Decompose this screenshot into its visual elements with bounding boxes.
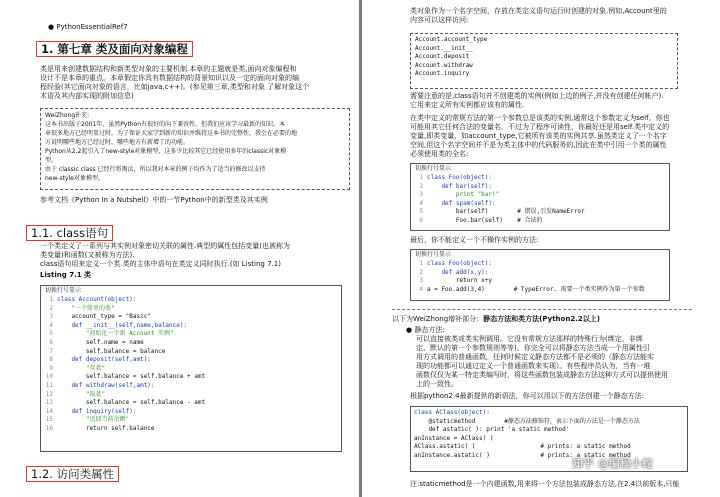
code-line: 2 "一个简单的类" (49, 304, 115, 312)
code-line: 1 class Account(object): (49, 296, 137, 303)
code-line: 6 Foo.bar(self) # 合法的 (419, 216, 543, 224)
code-line: 9 "存款" (49, 364, 106, 372)
foo-bar-code-block (410, 163, 670, 231)
namespace-intro: 类对象作为一个名字空间，存放在类定义语句运行时创建的对象.例如,Account里的 内容可以这样访问: (410, 7, 667, 24)
code-line: anInstance.astatic( ) # prints: a static method (414, 451, 631, 459)
code-line: 7 self.balance = balance (49, 347, 166, 355)
line-number-toggle[interactable]: 切换行号显示 (45, 287, 82, 294)
code-line: anInstance = AClass( ) (414, 434, 494, 442)
code-line: 2 def bar(self): (419, 182, 493, 190)
line-number-toggle[interactable]: 切换行号显示 (415, 251, 452, 258)
code-line: 3 print "bar!" (419, 191, 500, 199)
paragraph-instances: 需要注意的是,class语句并不创建类的实例(例如上边的例子,并没有创建任何帐户). 它用来定义所有实例都应该有的属性. (410, 92, 664, 109)
weizhong-supplement-heading: 以下为WeiZhong增补部分：静态方法和类方法(Python2.2以上) (392, 315, 600, 323)
code-line: 6 self.name = name (49, 338, 144, 346)
code-line: 1 class Foo(object): (419, 260, 493, 267)
code-line: AClass.astatic( ) # prints: a static method (414, 443, 631, 451)
code-lines (413, 174, 585, 226)
python24-note: 根据python2.4最新提供的新语法，你可以用以下的方法创建一个静态方法: (410, 392, 644, 400)
code-line: 15 "返回当前余额" (45, 416, 130, 424)
code-line: 4 def __init__(self,name,balance): (49, 321, 188, 329)
code-line: 2 def add(x,y): (419, 268, 489, 276)
section-1-2-heading: 1.2. 访问类属性 (26, 466, 119, 482)
foo-add-code-block (410, 249, 670, 301)
code-line: 16 return self.balance (45, 424, 155, 432)
code-line: 3 return x+y (419, 277, 493, 285)
paragraph-no-instance: 最后，你不能定义一个不操作实例的方法: (410, 236, 539, 244)
listing-label: Listing 7.1 类 (40, 271, 92, 279)
left-page (0, 0, 359, 497)
code-line: 4 a = Foo.add(3,4) # TypeError. 需要一个类实例作为第一个参数 (419, 285, 645, 293)
section-1-1-text: 一个类定义了一系列与其实例对象密切关联的属性.典型的属性包括变量(也被称为 类变量)和函数(又被称为方法). class语句用来定义一个类.类的主体中语句在类定义同时执行.(如 Listing 7.1) (40, 242, 290, 268)
staticmethod-footnote: 注:staticmethod是一个内建函数,用来将一个方法包装成静态方法,在2.4以前版本,只能 (410, 480, 680, 488)
code-line: 14 def inquiry(self): (45, 407, 137, 415)
code-line: 8 def deposit(self,amt): (49, 356, 151, 364)
code-line: class AClass(object): (414, 409, 490, 416)
chapter-heading: 1. 第七章 类及面向对象编程 (36, 41, 193, 57)
code-lines (413, 260, 645, 294)
code-line: 4 def spam(self): (419, 199, 496, 207)
watermark: 知乎 @编程小蛇 (572, 457, 653, 470)
code-lines (43, 296, 205, 434)
line-number-toggle[interactable]: 切换行号显示 (415, 165, 452, 172)
static-method-label: ● 静态方法: (406, 326, 445, 334)
static-method-description: 可以直接被类或类实例调用。它没有常规方法那样的特殊行为(绑定、非绑 定、默认的第一个参数规则等等)。你完全可以将静态方法当成一个用属性引 用方式调用的普通函数。任何时候定义静态方法都不是必须的（静态方法能实 现的功能都可以通过定义一个普通函数来实现）。有些程序员认为，当有一堆 函数仅仅为某一特定类编写时，将这些函数包装成静态方法这种方式可以提供使用 上的一致性。 (416, 335, 668, 388)
code-line: @staticmethod #静态方法修饰符，表示下面的方法是一个静态方法 (414, 417, 640, 425)
intro-paragraph: 类是用来创建数据结构和新类型对象的主要机制.本章的主题就是类,面向对象编程和 设计不是本章的重点。本章假定你具有数据结构的背景知识以及一定的面向对象的编 程经验(其它面向对象的语言，比如java,c++)。(参见第三章,类型和对象 了解对象这个 术语及其内部实现的附加信息) (40, 65, 310, 100)
code-line: 5 "初始化一个新 Account 实例" (49, 330, 174, 338)
reference-line: 参考文档《Python In a Nutshell》中的一节Python中的新型类及其实例 (40, 196, 268, 204)
code-line: 12 "取款" (45, 390, 106, 398)
code-line: def astatic( ): print 'a static method' (414, 426, 570, 434)
code-line: 5 bar(self) # 错误,引发NameError (419, 208, 585, 216)
weizhong-note: WeiZhong补充: 这本书出版于2001年，虽然Python有很好的向下兼容性，但我们应该学习最新的知识。本 章很多地方已经明显过时。为了保证大家学到新的知识并维持这本书的完整性，我会在必要的地 方说明哪些地方已经过时，哪些地方有新增了的功能。 Python从2.2起引入了new-style对象模型，这多少比较其它已经使用多年的classic对象模 型。 由于 classic class 已经行将淘汰，所以我对本章的例子均作为了适当的修改以支持 new-style对象模型。 (40, 108, 350, 190)
section-1-1-heading: 1.1. class语句 (26, 225, 113, 241)
right-page (362, 0, 720, 497)
code-line: 3 account_type = "Basic" (49, 313, 151, 321)
listing-7-1-code-block (40, 285, 342, 452)
book-title: ● PythonEssentialRef7 (48, 23, 128, 31)
section-divider (392, 309, 692, 310)
code-line: 13 self.balance = self.balance - amt (45, 399, 206, 407)
paragraph-methods: 在类中定义的常规方法的第一个参数总是该类的实例,通常这个参数定义为self。你也 可能用其它任何合法的变量名，不过为了程序可读性，你最好还是用self.类中定义的 变量,即类变量，如account_type,它被所有该类的实例共享.虽然类定义了一个名字 空间,但这个名字空间并不是为类主体中的代码服务的,因此在类中引用一个类的属性 必须使用类的全名: (410, 114, 670, 158)
code-line: 1 class Foo(object): (419, 174, 493, 181)
code-line: 11 def withdraw(self,amt): (45, 381, 155, 389)
code-line: 10 self.balance = self.balance + amt (45, 373, 206, 381)
account-attributes-block: Account.account_type Account.__init__ Account.deposit Account.withdraw Account.inquiry (410, 33, 678, 89)
